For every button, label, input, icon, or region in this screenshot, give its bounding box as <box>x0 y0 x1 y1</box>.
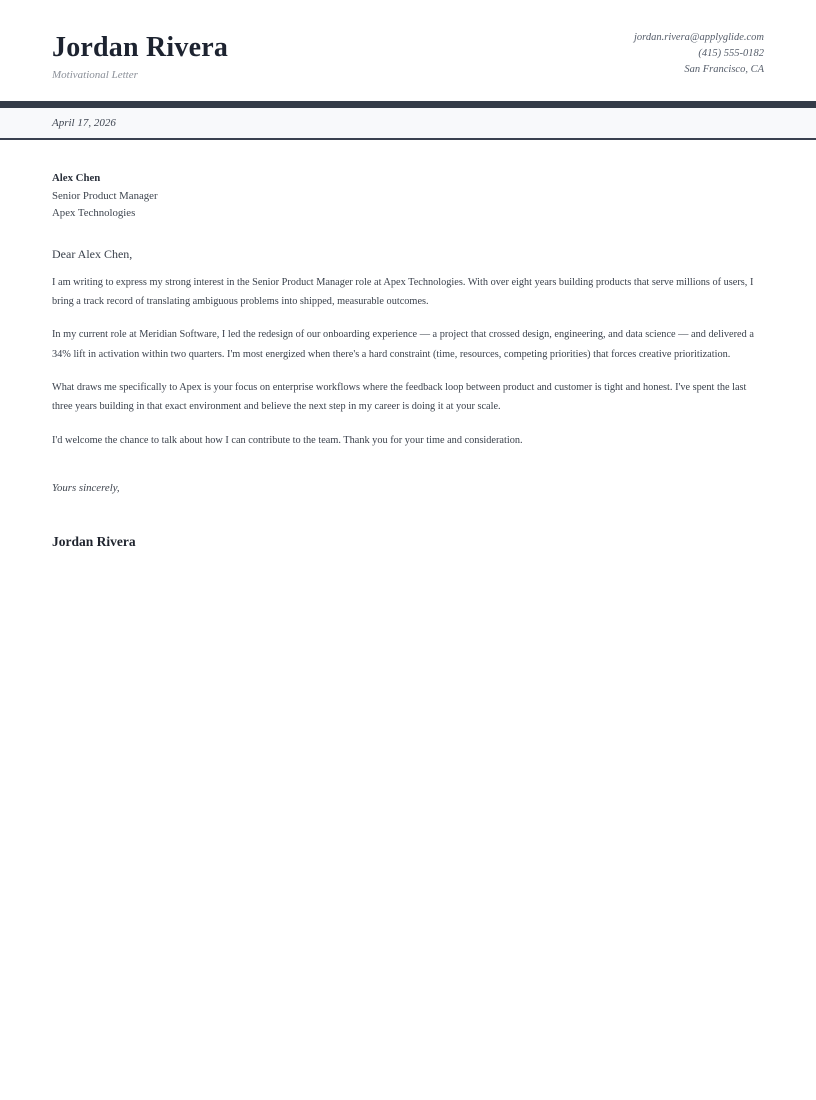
salutation: Dear Alex Chen, <box>52 246 133 261</box>
page-title: Jordan Rivera <box>52 32 229 63</box>
letter-paragraph: I am writing to express my strong interest in the Senior Product Manager role at Apex Technologies. With over eight years building products that serve millions of users, I bring a track record of translating ambiguous problems into shipped, measurable outcomes. <box>52 276 754 308</box>
letter-body <box>0 170 816 551</box>
accent-divider-bar <box>0 101 816 108</box>
date-text: April 17, 2026 <box>52 117 116 129</box>
recipient-block <box>52 170 764 223</box>
recipient-name: Alex Chen <box>52 172 101 184</box>
contact-location: San Francisco, CA <box>684 64 764 75</box>
signature-name: Jordan Rivera <box>52 534 136 550</box>
letter-paragraph: In my current role at Meridian Software, I led the redesign of our onboarding experience — a project that crossed design, engineering, and data science — and delivered a 34% lift in activation within two quarters. I'm most energized when there's a hard constraint (time, resources, competing priorities) that forces creative prioritization. <box>52 329 754 360</box>
contact-email: jordan.rivera@applyglide.com <box>634 32 764 43</box>
letter-header <box>0 0 816 101</box>
document-subtitle: Motivational Letter <box>52 69 138 81</box>
contact-block <box>634 30 764 78</box>
contact-phone: (415) 555-0182 <box>698 48 764 59</box>
closing-valediction: Yours sincerely, <box>52 482 120 495</box>
recipient-title: Senior Product Manager <box>52 189 158 202</box>
recipient-company: Apex Technologies <box>52 207 136 219</box>
letter-paragraph: I'd welcome the chance to talk about how I can contribute to the team. Thank you for your time and consideration. <box>52 434 523 446</box>
letter-paragraph: What draws me specifically to Apex is your focus on enterprise workflows where the feedback loop between product and customer is tight and honest. I've spent the last three years building in that exact environment and believe the next step in my career is doing it at your scale. <box>52 381 747 413</box>
date-strip <box>0 108 816 140</box>
